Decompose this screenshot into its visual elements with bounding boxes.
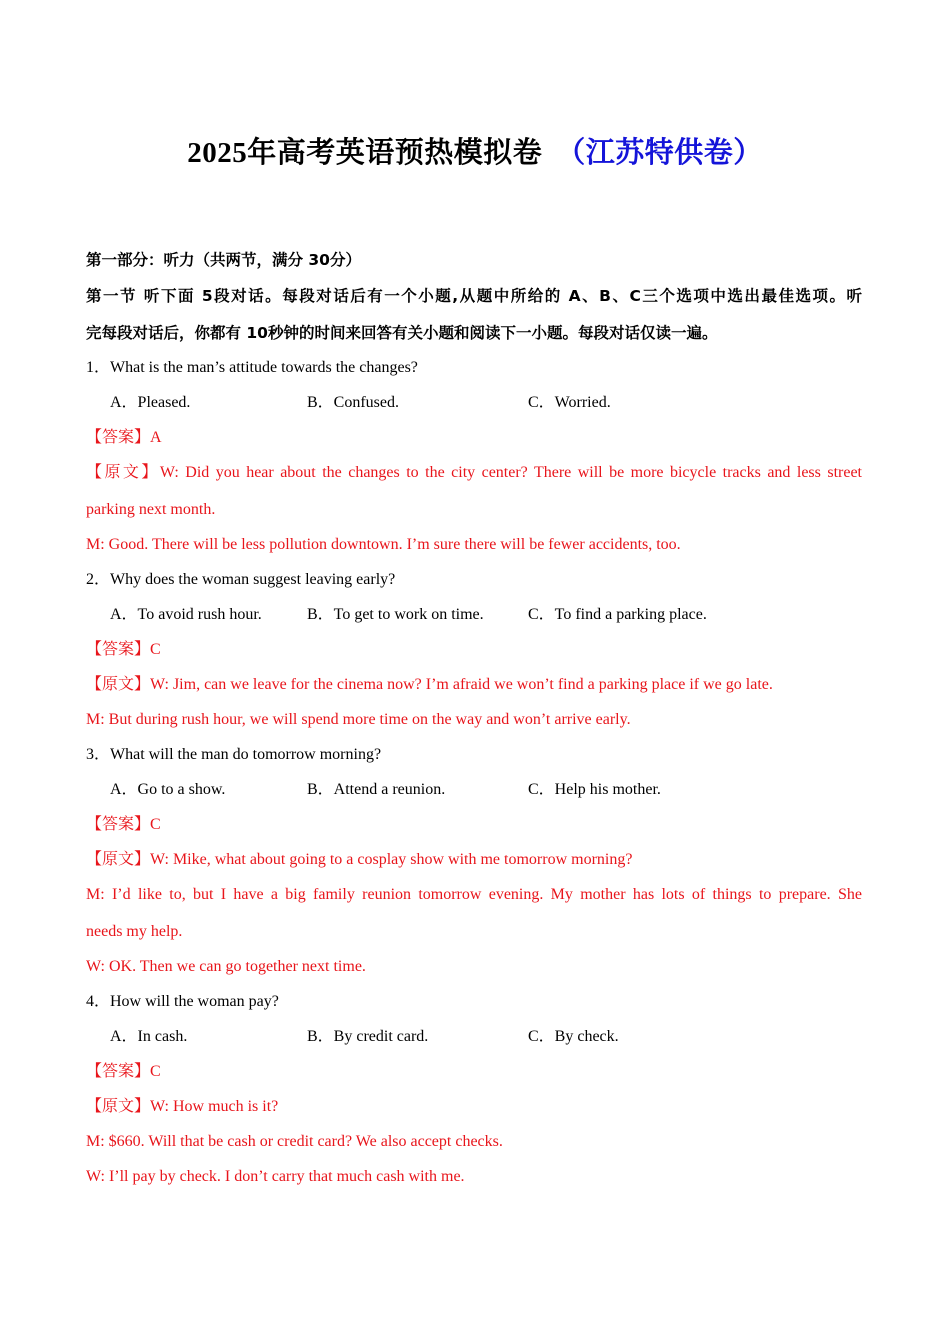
question-2-stem: 2．Why does the woman suggest leaving early? bbox=[86, 571, 396, 588]
question-3-transcript-line-2: M: I’d like to, but I have a big family reunion tomorrow evening. My mother has lots of things to prepare. She bbox=[86, 886, 862, 903]
question-4-transcript-line-2: M: $660. Will that be cash or credit card? We also accept checks. bbox=[86, 1133, 503, 1150]
question-3-option-c: C．Help his mother. bbox=[528, 781, 661, 798]
question-3-option-b: B．Attend a reunion. bbox=[307, 781, 446, 798]
title-main: 2025年高考英语预热模拟卷 bbox=[187, 137, 543, 169]
question-1-stem: 1．What is the man’s attitude towards the changes? bbox=[86, 359, 418, 376]
section-intro-line-1: 第一节 听下面 5段对话。每段对话后有一个小题,从题中所给的 A、B、C三个选项中选出最佳选项。听 bbox=[86, 287, 862, 305]
question-1-option-a: A．Pleased. bbox=[110, 394, 191, 411]
question-4-option-c: C．By check. bbox=[528, 1028, 619, 1045]
question-1-option-b: B．Confused. bbox=[307, 394, 400, 411]
question-2-transcript-line-1: 【原文】W: Jim, can we leave for the cinema now? I’m afraid we won’t find a parking place if we go late. bbox=[86, 676, 773, 693]
page-title bbox=[0, 130, 950, 171]
question-1-option-c: C．Worried. bbox=[528, 394, 611, 411]
question-2-option-b: B．To get to work on time. bbox=[307, 606, 484, 623]
question-4-transcript-line-3: W: I’ll pay by check. I don’t carry that much cash with me. bbox=[86, 1168, 465, 1185]
question-4-answer: 【答案】C bbox=[86, 1063, 161, 1080]
question-3-stem: 3．What will the man do tomorrow morning? bbox=[86, 746, 382, 763]
question-2-answer: 【答案】C bbox=[86, 641, 161, 658]
question-1-transcript-line-1: 【原文】W: Did you hear about the changes to the city center? There will be more bicycle tracks and less street bbox=[86, 464, 862, 481]
part-heading: 第一部分：听力（共两节，满分 30分） bbox=[86, 251, 361, 269]
question-4-transcript-line-1: 【原文】W: How much is it? bbox=[86, 1098, 279, 1115]
section-intro-line-2: 完每段对话后，你都有 10秒钟的时间来回答有关小题和阅读下一小题。每段对话仅读一遍。 bbox=[86, 324, 718, 342]
question-3-transcript-line-1: 【原文】W: Mike, what about going to a cosplay show with me tomorrow morning? bbox=[86, 851, 633, 868]
question-4-stem: 4．How will the woman pay? bbox=[86, 993, 279, 1010]
question-1-answer: 【答案】A bbox=[86, 429, 162, 446]
title-subtitle: （江苏特供卷） bbox=[556, 137, 763, 169]
question-3-answer: 【答案】C bbox=[86, 816, 161, 833]
question-3-option-a: A．Go to a show. bbox=[110, 781, 226, 798]
question-4-option-b: B．By credit card. bbox=[307, 1028, 429, 1045]
question-2-option-a: A．To avoid rush hour. bbox=[110, 606, 262, 623]
question-3-transcript-line-3: needs my help. bbox=[86, 923, 183, 940]
question-4-option-a: A．In cash. bbox=[110, 1028, 188, 1045]
question-2-transcript-line-2: M: But during rush hour, we will spend more time on the way and won’t arrive early. bbox=[86, 711, 631, 728]
question-3-transcript-line-4: W: OK. Then we can go together next time. bbox=[86, 958, 366, 975]
question-1-transcript-line-3: M: Good. There will be less pollution downtown. I’m sure there will be fewer accidents, too. bbox=[86, 536, 681, 553]
question-2-option-c: C．To find a parking place. bbox=[528, 606, 707, 623]
question-1-transcript-line-2: parking next month. bbox=[86, 501, 216, 518]
